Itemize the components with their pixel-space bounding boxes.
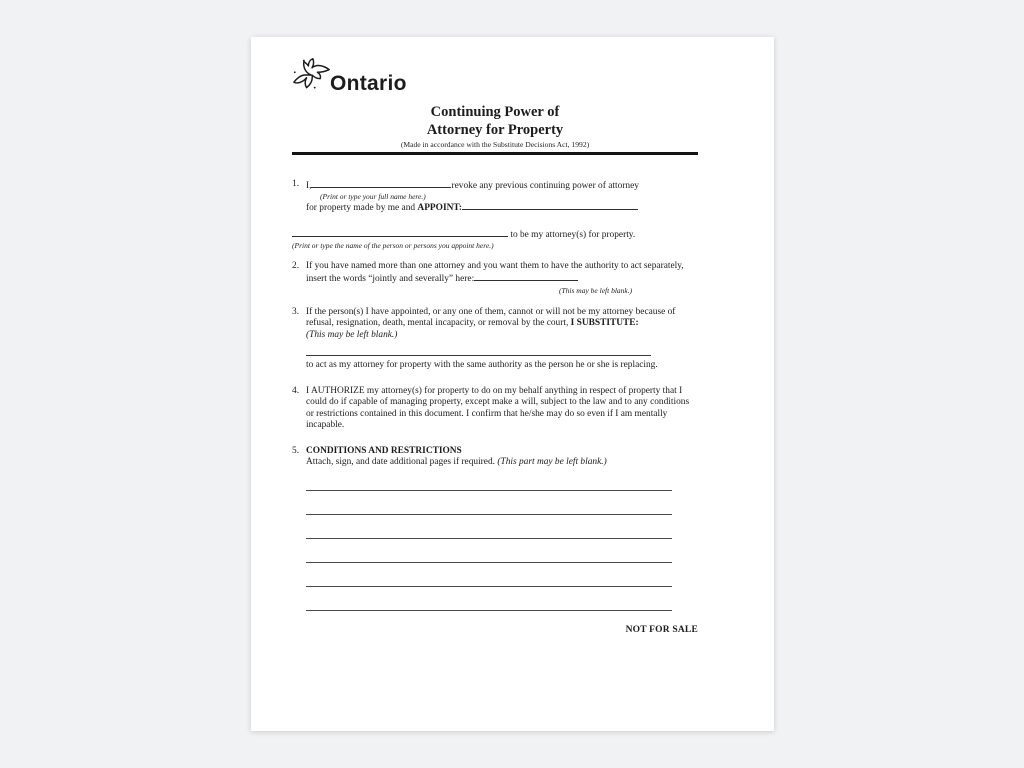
section-5: [292, 446, 698, 469]
s3-note: (This may be left blank.): [306, 329, 398, 340]
section-3: [292, 307, 698, 371]
writing-line-3: [306, 515, 672, 539]
appoint-label: APPOINT:: [417, 203, 463, 214]
section-1: [292, 179, 698, 250]
s2-text: If you have named more than one attorney and you want them to have the authority to act separately, insert the words “jointly and severally” here:: [306, 261, 684, 285]
jointly-severally-blank: [474, 272, 578, 281]
section-5-number: 5.: [292, 446, 300, 456]
s5-text: Attach, sign, and date additional pages if required.: [306, 457, 498, 468]
writing-line-5: [306, 563, 672, 587]
section-2: [292, 261, 698, 295]
ontario-logo-text: Ontario: [330, 72, 407, 95]
appoint-blank: [462, 201, 638, 210]
section-4: [292, 386, 698, 431]
conditions-writing-area: [292, 467, 698, 611]
section-3-number: 3.: [292, 307, 300, 317]
ontario-logo: [293, 57, 473, 99]
conditions-heading: CONDITIONS AND RESTRICTIONS: [306, 446, 462, 456]
section-1-line-2: [306, 201, 698, 214]
substitute-label: I SUBSTITUTE:: [570, 318, 639, 329]
section-1-line-3: [292, 228, 698, 241]
writing-line-6: [306, 587, 672, 611]
appointee-caption: (Print or type the name of the person or persons you appoint here.): [292, 240, 494, 250]
section-4-number: 4.: [292, 386, 300, 396]
appointee-name-blank: [292, 228, 508, 237]
section-1-number: 1.: [292, 179, 300, 189]
s5-note: (This part may be left blank.): [497, 457, 607, 468]
document-page: [251, 37, 774, 731]
not-for-sale-label: NOT FOR SALE: [625, 625, 698, 635]
title-line-2: Attorney for Property: [426, 121, 564, 138]
writing-line-1: [306, 467, 672, 491]
full-name-caption: (Print or type your full name here.): [320, 192, 426, 202]
s1-line3-text: to be my attorney(s) for property.: [508, 229, 636, 240]
full-name-blank: [311, 179, 451, 188]
s1-pre-text: I,: [306, 181, 312, 191]
title-subtitle: (Made in accordance with the Substitute Decisions Act, 1992): [400, 140, 590, 149]
writing-line-2: [306, 491, 672, 515]
title-line-1: Continuing Power of: [430, 104, 560, 120]
s4-text: I AUTHORIZE my attorney(s) for property to do on my behalf anything in respect of property that I could do if capable of managing property, except make a will, subject to the law and to any conditions or restrictions contained in this document. I confirm that he/she may do so even if I am mentally incapable.: [306, 386, 690, 430]
header-rule: [292, 152, 698, 155]
writing-line-4: [306, 539, 672, 563]
s1-after-text: revoke any previous continuing power of attorney: [451, 181, 639, 191]
trillium-icon: [293, 57, 331, 93]
section-1-line-1: [306, 179, 698, 192]
s3-after-text: to act as my attorney for property with the same authority as the person he or she is replacing.: [306, 359, 658, 370]
s2-caption: (This may be left blank.): [559, 285, 633, 295]
s3-text: If the person(s) I have appointed, or any one of them, cannot or will not be my attorney because of refusal, resignation, death, mental incapacity, or removal by the court,: [306, 307, 676, 329]
substitute-name-blank: [306, 355, 651, 356]
section-2-number: 2.: [292, 261, 300, 271]
s1-line2-text: for property made by me and: [306, 203, 418, 214]
form-title-block: [292, 104, 698, 149]
